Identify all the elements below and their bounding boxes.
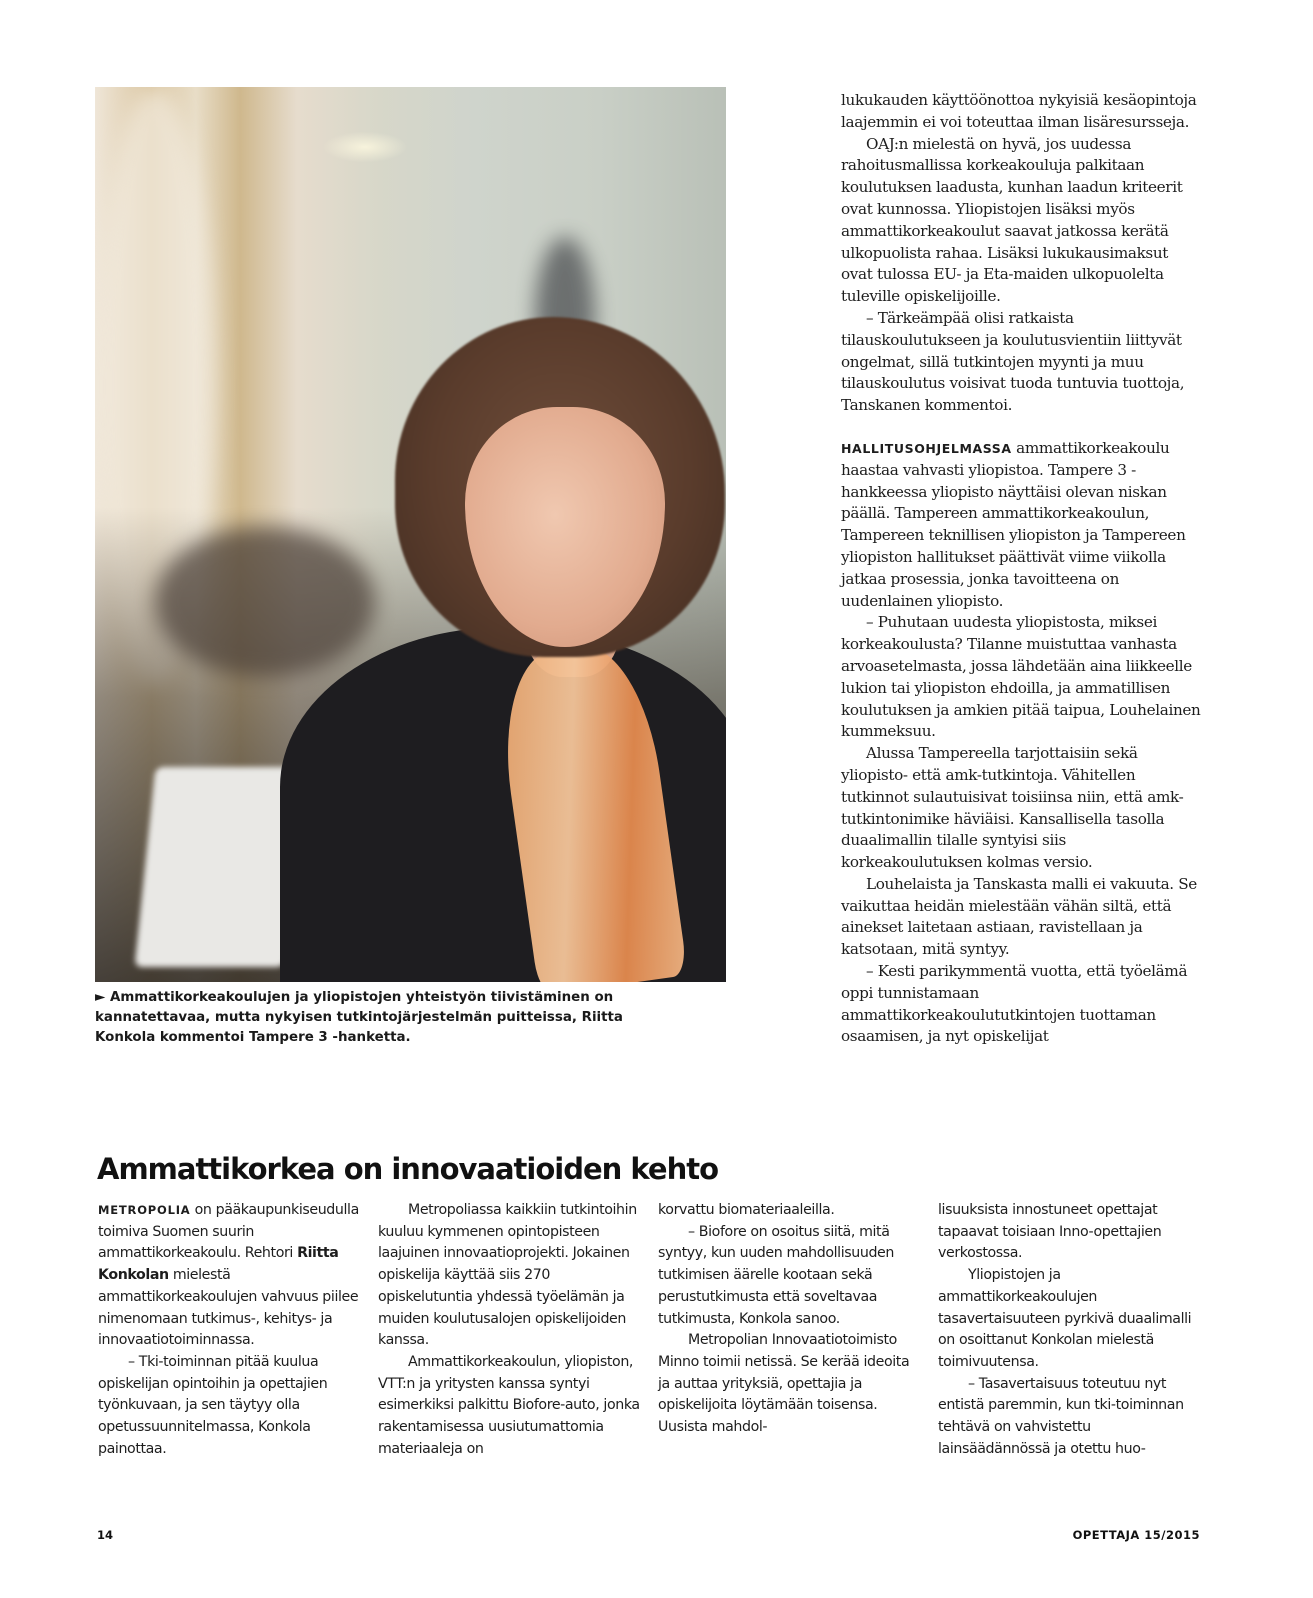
body-paragraph: Alussa Tampereella tarjottaisiin sekä yliopisto- että amk-tutkintoja. Vähitellen tutkinnot sulautuisivat toisiinsa niin, että amk-tutkintonimike häviäisi. Kansallisella tasolla duaalimallin tilalle syntyisi siis korkeakoulutuksen kolmas versio. (841, 744, 1184, 872)
photo-caption (95, 988, 655, 1048)
sidebar-paragraph: Metropolian Innovaatiotoimisto Minno toimii netissä. Se kerää ideoita ja auttaa yrityksiä, opettajia ja opiskelijoita löytämään toisensa. Uusista mahdol- (658, 1332, 910, 1436)
body-paragraph: – Puhutaan uudesta yliopistosta, miksei korkeakoulusta? Tilanne muistuttaa vanhasta arvoasetelmasta, jossa lähdetään aina liikkeelle lukion tai yliopiston ehdoilla, ja ammatillisen koulutuksen ja amkien pitää taipua, Louhelainen kummeksuu. (841, 613, 1201, 741)
body-paragraph: – Tärkeämpää olisi ratkaista tilauskoulutukseen ja koulutusvientiin liittyvät ongelmat, sillä tutkintojen myynti ja muu tilauskoulutus voisivat tuoda tuntuvia tuottoja, Tanskanen kommentoi. (841, 308, 1185, 415)
sidebar-paragraph: lisuuksista innostuneet opettajat tapaavat toisiaan Inno-opettajien verkostossa. (938, 1202, 1162, 1262)
section-lead-paragraph (841, 438, 1201, 612)
sidebar-text: mielestä ammattikorkeakoulujen vahvuus piilee nimenomaan tutkimus-, kehitys- ja innovaatiotoiminnassa. (98, 1267, 359, 1349)
body-paragraph: OAJ:n mielestä on hyvä, jos uudessa rahoitusmallissa korkeakouluja palkitaan koulutuksen laadusta, kunhan laadun kriteerit ovat kunnossa. Yliopistojen lisäksi myös ammattikorkeakoulut saavat jatkossa kerätä ulkopuolista rahaa. Lisäksi lukukausimaksut ovat tulossa EU- ja Eta-maiden ulkopuolelta tuleville opiskelijoille. (841, 134, 1183, 306)
sidebar-paragraph: – Tki-toiminnan pitää kuulua opiskelijan opintoihin ja opettajien työnkuvaan, ja sen täytyy olla opetussuunnitelmassa, Konkola painottaa. (98, 1353, 328, 1457)
section-lead-text: ammattikorkeakoulu haastaa vahvasti yliopistoa. Tampere 3 -hankkeessa yliopisto näyttäisi olevan niskan päällä. Tampereen ammattikorkeakoulun, Tampereen teknillisen yliopiston ja Tampereen yliopiston hallitukset päättivät viime viikolla jatkaa prosessia, jonka tavoitteena on uudenlainen yliopisto. (841, 438, 1186, 610)
sidebar-paragraph: Metropoliassa kaikkiin tutkintoihin kuuluu kymmenen opintopisteen laajuinen innovaatioprojekti. Jokainen opiskelija käyttää siis 270 opiskelutuntia yhdessä työelämän ja muiden koulutusalojen opiskelijoiden kanssa. (378, 1202, 637, 1349)
sidebar-headline: Ammattikorkea on innovaatioiden kehto (97, 1152, 718, 1186)
person-name: Riitta Konkolan (98, 1245, 339, 1284)
caption-text: Ammattikorkeakoulujen ja yliopistojen yhteistyön tiivistäminen on kannatettavaa, mutta nykyisen tutkintojärjestelmän puitteissa, Riitta Konkola kommentoi Tampere 3 -hanketta. (95, 990, 623, 1045)
photo-background-people (155, 527, 375, 677)
section-lead-caps: HALLITUSOHJELMASSA (841, 440, 1012, 456)
sidebar-column-2 (378, 1200, 640, 1460)
sidebar-text: on pääkaupunkiseudulla toimiva Suomen suurin ammattikorkeakoulu. Rehtori (98, 1202, 359, 1262)
sidebar-paragraph: Ammattikorkeakoulun, yliopiston, VTT:n ja yritysten kanssa syntyi esimerkiksi palkittu Biofore-auto, jonka rakentamisessa uusiutumattomia materiaaleja on (378, 1353, 640, 1457)
sidebar-paragraph: Yliopistojen ja ammattikorkeakoulujen tasavertaisuuteen pyrkivä duaalimalli on osoittanut Konkolan mielestä toimivuutensa. (938, 1267, 1192, 1370)
body-paragraph: lukukauden käyttöönottoa nykyisiä kesäopintoja laajemmin ei voi toteuttaa ilman lisäresursseja. (841, 91, 1197, 131)
caption-arrow-icon: ► (95, 990, 106, 1005)
page-number: 14 (97, 1528, 114, 1542)
sidebar-column-1 (98, 1200, 360, 1460)
sidebar-paragraph: – Tasavertaisuus toteutuu nyt entistä paremmin, kun tki-toiminnan tehtävä on vahvistettu lainsäädännössä ja otettu huo- (938, 1375, 1184, 1457)
main-article-column (841, 90, 1201, 1048)
sidebar-lead-caps: METROPOLIA (98, 1203, 191, 1217)
portrait-photo (95, 87, 726, 982)
sidebar-paragraph: korvattu biomateriaaleilla. (658, 1202, 835, 1218)
publication-issue: OPETTAJA 15/2015 (1072, 1528, 1200, 1542)
sidebar-column-4 (938, 1200, 1200, 1460)
body-paragraph: – Kesti parikymmentä vuotta, että työelämä oppi tunnistamaan ammattikorkeakoulututkintojen tuottaman osaamisen, ja nyt opiskelijat (841, 962, 1188, 1046)
sidebar-column-3 (658, 1200, 920, 1439)
sidebar-paragraph (98, 1200, 360, 1352)
body-paragraph: Louhelaista ja Tanskasta malli ei vakuuta. Se vaikuttaa heidän mielestään vähän siltä, että ainekset laitetaan astiaan, ravistellaan ja katsotaan, mitä syntyy. (841, 874, 1197, 959)
sidebar-paragraph: – Biofore on osoitus siitä, mitä syntyy, kun uuden mahdollisuuden tutkimisen äärelle kootaan sekä perustutkimusta että soveltavaa tutkimusta, Konkola sanoo. (658, 1223, 894, 1327)
